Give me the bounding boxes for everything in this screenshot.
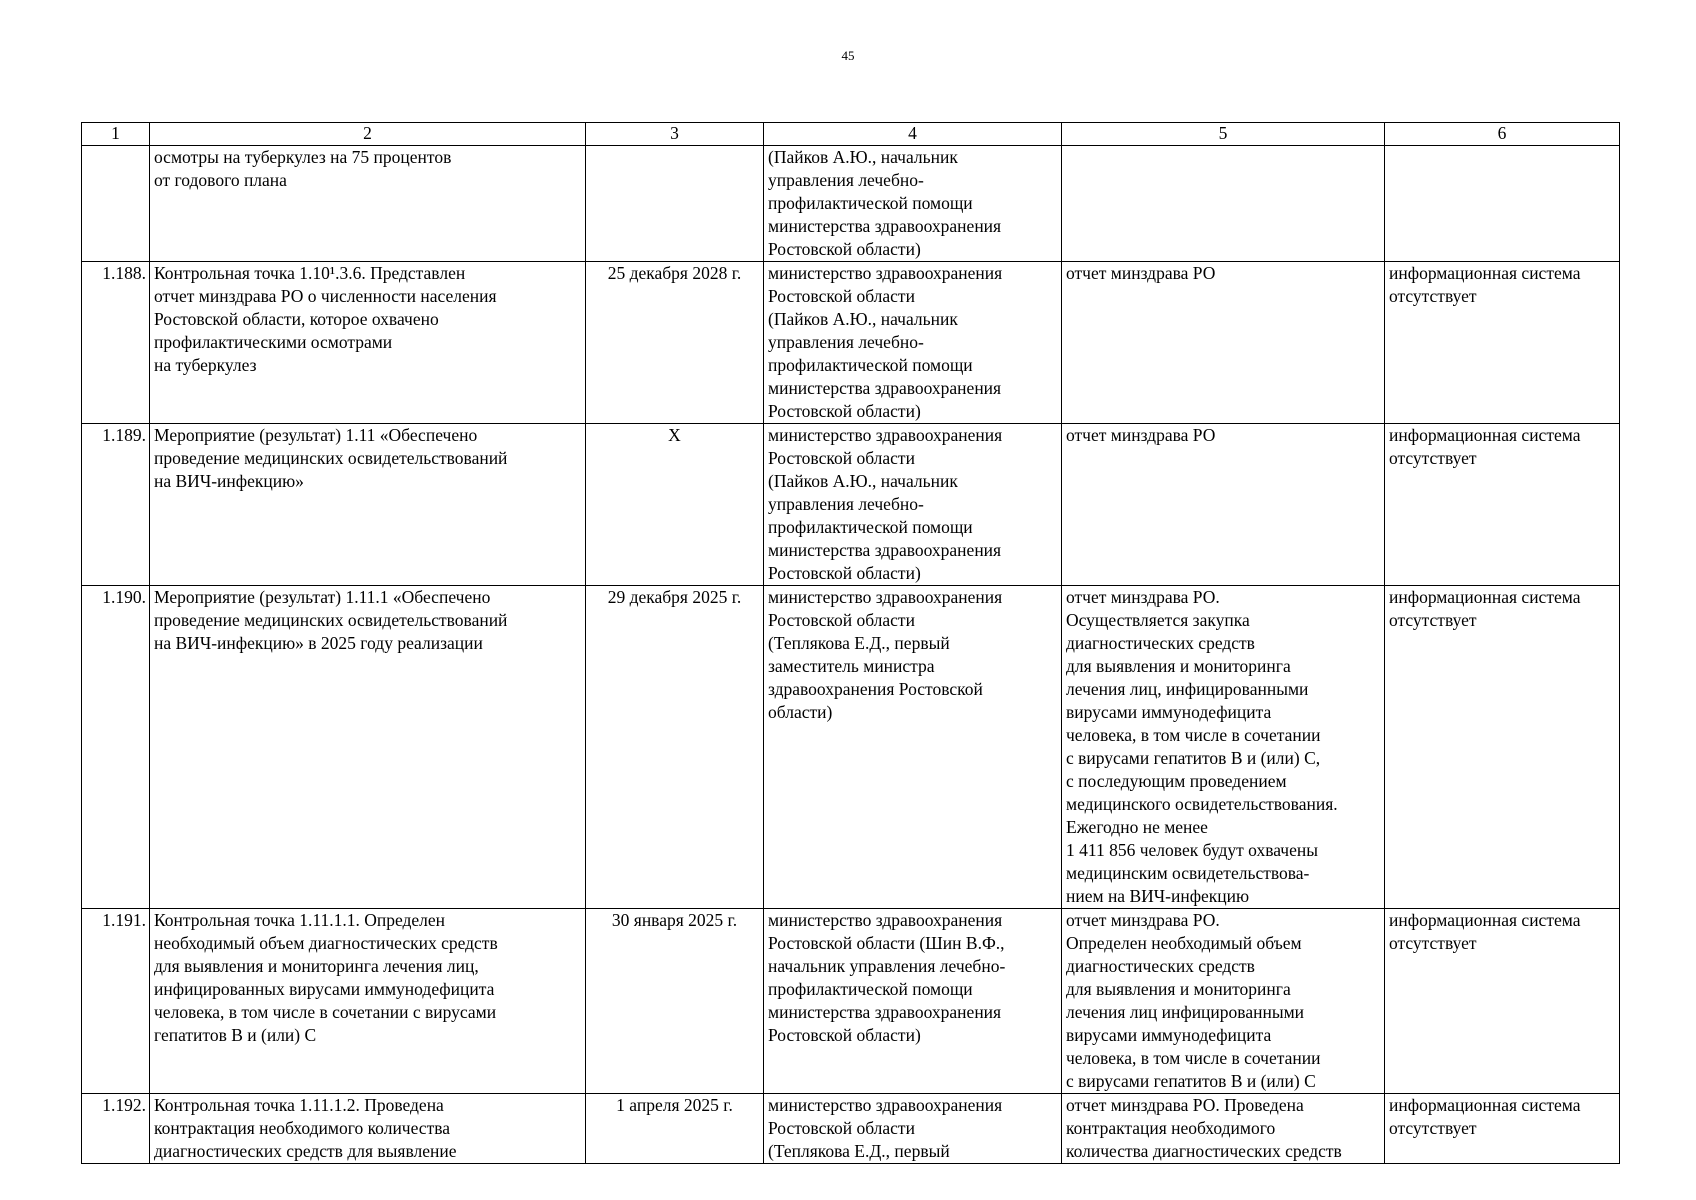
row-number: 1.189.: [82, 424, 150, 586]
row-date: 1 апреля 2025 г.: [586, 1094, 764, 1164]
row-responsible: министерство здравоохранения Ростовской области (Теплякова Е.Д., первый заместитель министра здравоохранения Ростовской области): [764, 586, 1062, 909]
row-result: [1062, 146, 1385, 262]
row-number: [82, 146, 150, 262]
column-header: 4: [764, 123, 1062, 146]
table-header-row: [82, 123, 1620, 146]
column-header: 6: [1385, 123, 1620, 146]
row-responsible: министерство здравоохранения Ростовской области (Пайков А.Ю., начальник управления лечебно- профилактической помощи министерства здравоохранения Ростовской области): [764, 424, 1062, 586]
row-system: информационная система отсутствует: [1385, 909, 1620, 1094]
row-system: информационная система отсутствует: [1385, 424, 1620, 586]
row-result: отчет минздрава РО: [1062, 262, 1385, 424]
row-system: информационная система отсутствует: [1385, 1094, 1620, 1164]
plan-table: [81, 122, 1620, 1164]
row-system: информационная система отсутствует: [1385, 586, 1620, 909]
row-system: [1385, 146, 1620, 262]
row-description: Контрольная точка 1.10¹.3.6. Представлен отчет минздрава РО о численности населения Ростовской области, которое охвачено профилактическими осмотрами на туберкулез: [150, 262, 586, 424]
table-row: [82, 586, 1620, 909]
row-description: Контрольная точка 1.11.1.1. Определен необходимый объем диагностических средств для выявления и мониторинга лечения лиц, инфицированных вирусами иммунодефицита человека, в том числе в сочетании с вирусами гепатитов В и (или) С: [150, 909, 586, 1094]
row-responsible: министерство здравоохранения Ростовской области (Пайков А.Ю., начальник управления лечебно- профилактической помощи министерства здравоохранения Ростовской области): [764, 262, 1062, 424]
table-row: [82, 262, 1620, 424]
column-header: 3: [586, 123, 764, 146]
row-number: 1.188.: [82, 262, 150, 424]
table-row: [82, 424, 1620, 586]
row-responsible: министерство здравоохранения Ростовской области (Теплякова Е.Д., первый: [764, 1094, 1062, 1164]
row-number: 1.192.: [82, 1094, 150, 1164]
row-number: 1.191.: [82, 909, 150, 1094]
table-row: [82, 146, 1620, 262]
table-row: [82, 1094, 1620, 1164]
table-row: [82, 909, 1620, 1094]
row-description: Мероприятие (результат) 1.11.1 «Обеспечено проведение медицинских освидетельствований на ВИЧ-инфекцию» в 2025 году реализации: [150, 586, 586, 909]
row-result: отчет минздрава РО. Определен необходимый объем диагностических средств для выявления и мониторинга лечения лиц инфицированными вирусами иммунодефицита человека, в том числе в сочетании с вирусами гепатитов В и (или) С: [1062, 909, 1385, 1094]
row-description: Мероприятие (результат) 1.11 «Обеспечено проведение медицинских освидетельствований на ВИЧ-инфекцию»: [150, 424, 586, 586]
row-result: отчет минздрава РО. Осуществляется закупка диагностических средств для выявления и мониторинга лечения лиц, инфицированными вирусами иммунодефицита человека, в том числе в сочетании с вирусами гепатитов В и (или) С, с последующим проведением медицинского освидетельствования. Ежегодно не менее 1 411 856 человек будут охвачены медицинским освидетельствова- нием на ВИЧ-инфекцию: [1062, 586, 1385, 909]
page-number: 45: [841, 48, 855, 63]
row-date: 29 декабря 2025 г.: [586, 586, 764, 909]
row-description: осмотры на туберкулез на 75 процентов от годового плана: [150, 146, 586, 262]
row-date: 25 декабря 2028 г.: [586, 262, 764, 424]
row-date: Х: [586, 424, 764, 586]
row-date: 30 января 2025 г.: [586, 909, 764, 1094]
row-responsible: министерство здравоохранения Ростовской области (Шин В.Ф., начальник управления лечебно- профилактической помощи министерства здравоохранения Ростовской области): [764, 909, 1062, 1094]
row-system: информационная система отсутствует: [1385, 262, 1620, 424]
column-header: 5: [1062, 123, 1385, 146]
row-date: [586, 146, 764, 262]
row-number: 1.190.: [82, 586, 150, 909]
row-responsible: (Пайков А.Ю., начальник управления лечебно- профилактической помощи министерства здравоохранения Ростовской области): [764, 146, 1062, 262]
column-header: 2: [150, 123, 586, 146]
row-result: отчет минздрава РО: [1062, 424, 1385, 586]
column-header: 1: [82, 123, 150, 146]
row-result: отчет минздрава РО. Проведена контрактация необходимого количества диагностических средств: [1062, 1094, 1385, 1164]
row-description: Контрольная точка 1.11.1.2. Проведена контрактация необходимого количества диагностических средств для выявление: [150, 1094, 586, 1164]
